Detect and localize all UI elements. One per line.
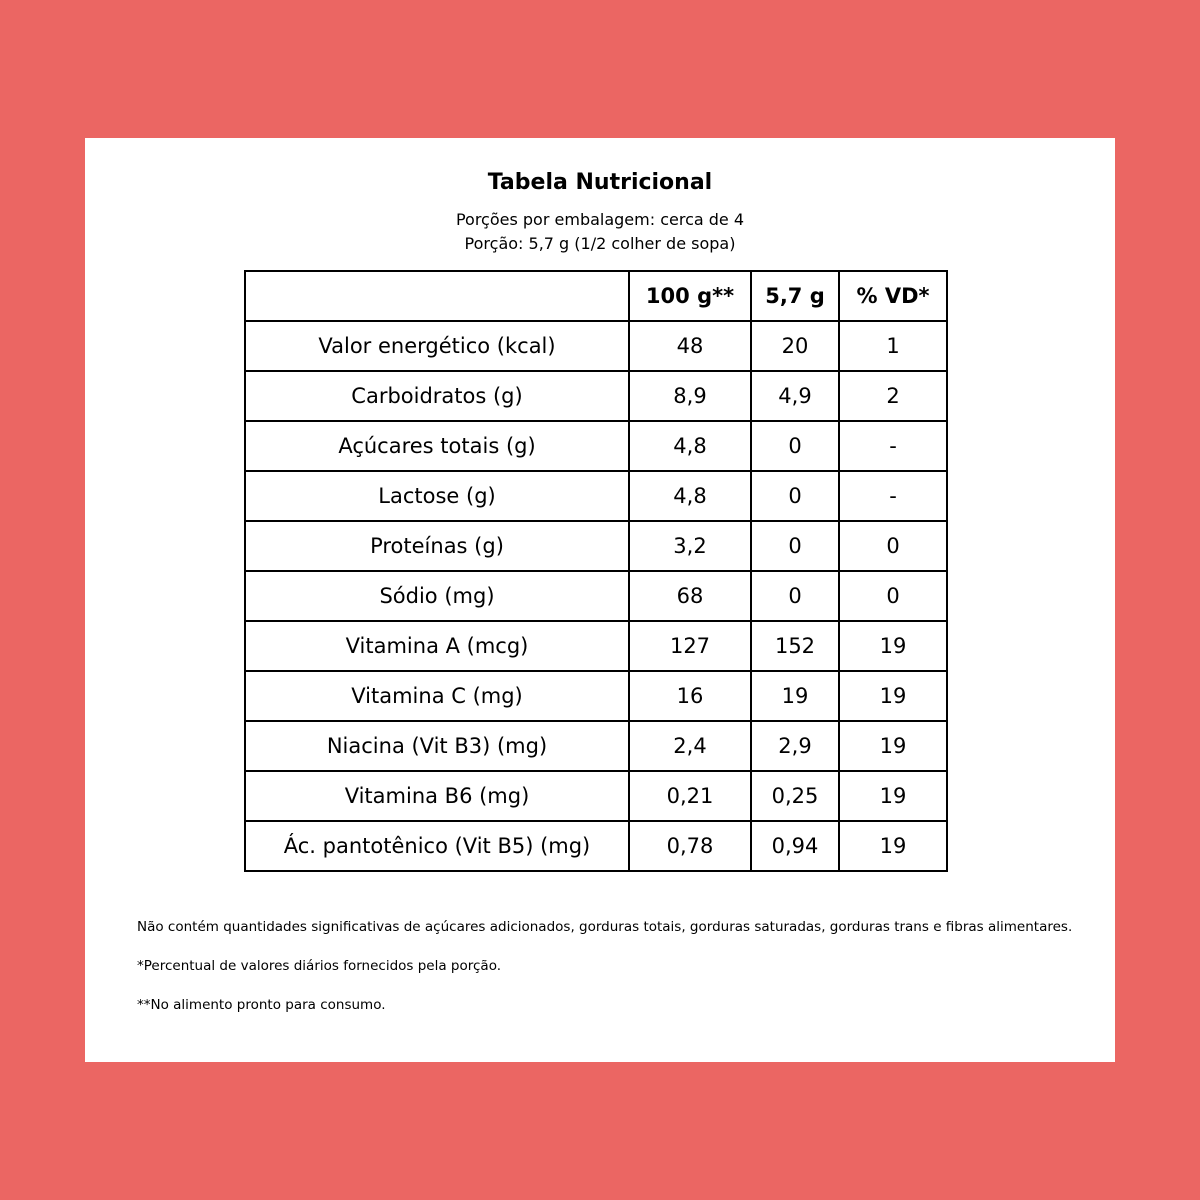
value-vd: 19	[839, 821, 947, 871]
value-vd: 19	[839, 671, 947, 721]
serving-size: Porção: 5,7 g (1/2 colher de sopa)	[464, 234, 736, 253]
table-row	[245, 621, 947, 671]
table-row	[245, 571, 947, 621]
header-cell-nutrient	[245, 271, 629, 321]
value-vd: 1	[839, 321, 947, 371]
table-row	[245, 521, 947, 571]
nutrient-name: Valor energético (kcal)	[245, 321, 629, 371]
value-100g: 0,21	[629, 771, 751, 821]
page-title: Tabela Nutricional	[487, 170, 713, 195]
value-vd: -	[839, 471, 947, 521]
nutrient-name: Açúcares totais (g)	[245, 421, 629, 471]
nutrient-name: Ác. pantotênico (Vit B5) (mg)	[245, 821, 629, 871]
value-vd: -	[839, 421, 947, 471]
header-cell-portion: 5,7 g	[751, 271, 839, 321]
nutrient-name: Lactose (g)	[245, 471, 629, 521]
value-portion: 0	[751, 421, 839, 471]
header-cell-vd: % VD*	[839, 271, 947, 321]
value-vd: 0	[839, 521, 947, 571]
table-header-row	[245, 271, 947, 321]
nutrient-name: Carboidratos (g)	[245, 371, 629, 421]
header-cell-100g: 100 g**	[629, 271, 751, 321]
table-row	[245, 471, 947, 521]
footnote-daily-values: *Percentual de valores diários fornecidos pela porção.	[137, 958, 502, 974]
value-100g: 4,8	[629, 471, 751, 521]
table-row	[245, 671, 947, 721]
value-100g: 127	[629, 621, 751, 671]
value-100g: 4,8	[629, 421, 751, 471]
value-vd: 19	[839, 621, 947, 671]
nutrient-name: Vitamina B6 (mg)	[245, 771, 629, 821]
value-portion: 20	[751, 321, 839, 371]
value-100g: 0,78	[629, 821, 751, 871]
table-row	[245, 721, 947, 771]
nutrient-name: Vitamina C (mg)	[245, 671, 629, 721]
value-vd: 19	[839, 771, 947, 821]
value-portion: 0,94	[751, 821, 839, 871]
value-vd: 2	[839, 371, 947, 421]
value-100g: 3,2	[629, 521, 751, 571]
nutrient-name: Sódio (mg)	[245, 571, 629, 621]
value-100g: 8,9	[629, 371, 751, 421]
nutrient-name: Niacina (Vit B3) (mg)	[245, 721, 629, 771]
nutrient-name: Proteínas (g)	[245, 521, 629, 571]
value-portion: 0	[751, 471, 839, 521]
value-portion: 19	[751, 671, 839, 721]
value-100g: 48	[629, 321, 751, 371]
value-portion: 2,9	[751, 721, 839, 771]
value-portion: 0	[751, 521, 839, 571]
value-100g: 2,4	[629, 721, 751, 771]
value-100g: 16	[629, 671, 751, 721]
table-row	[245, 771, 947, 821]
nutrition-table	[244, 270, 948, 872]
nutrition-card	[85, 138, 1115, 1062]
table-row	[245, 421, 947, 471]
value-vd: 19	[839, 721, 947, 771]
value-100g: 68	[629, 571, 751, 621]
table-row	[245, 821, 947, 871]
value-vd: 0	[839, 571, 947, 621]
value-portion: 0,25	[751, 771, 839, 821]
value-portion: 152	[751, 621, 839, 671]
nutrient-name: Vitamina A (mcg)	[245, 621, 629, 671]
value-portion: 4,9	[751, 371, 839, 421]
footnote-ready-to-eat: **No alimento pronto para consumo.	[137, 997, 386, 1013]
servings-per-package: Porções por embalagem: cerca de 4	[455, 210, 745, 229]
value-portion: 0	[751, 571, 839, 621]
table-row	[245, 371, 947, 421]
footnote-not-significant: Não contém quantidades significativas de açúcares adicionados, gorduras totais, gorduras saturadas, gorduras trans e fibras alimentares.	[137, 919, 1073, 935]
table-row	[245, 321, 947, 371]
